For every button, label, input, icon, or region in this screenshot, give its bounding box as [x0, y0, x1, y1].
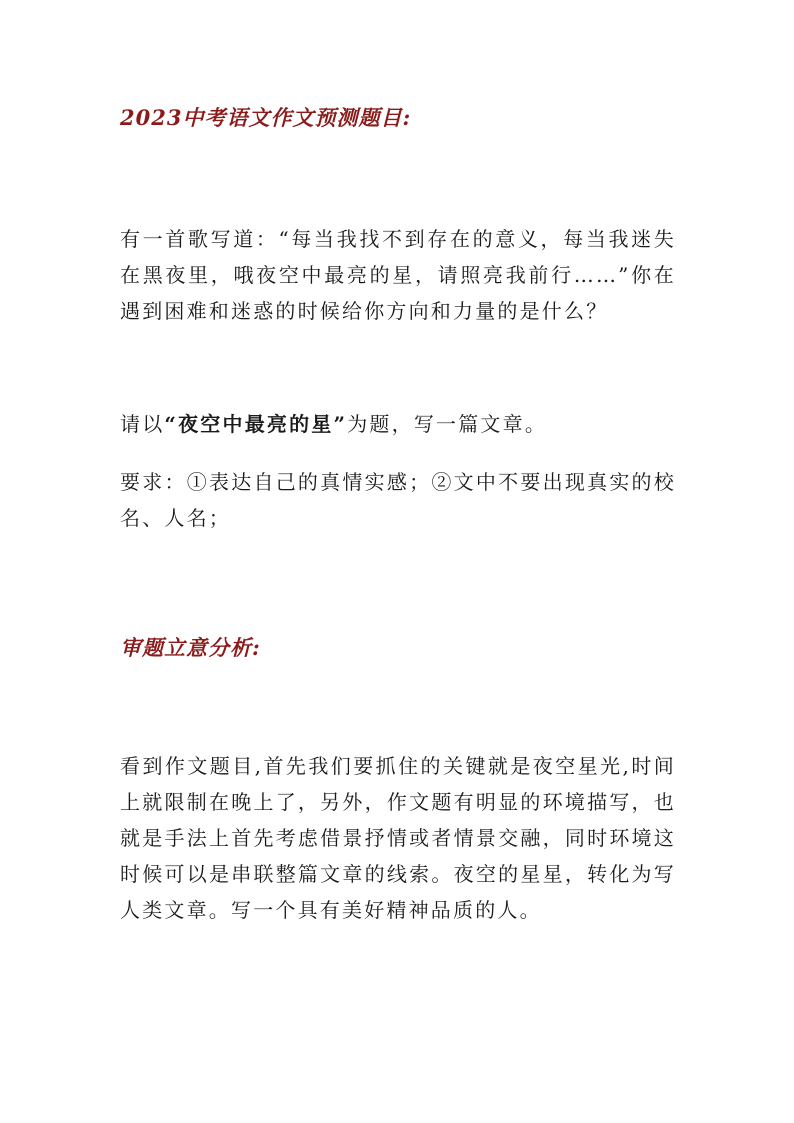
song-intro-paragraph: 有一首歌写道：“每当我找不到存在的意义，每当我迷失在黑夜里，哦夜空中最亮的星，请照亮我前行……”你在遇到困难和迷惑的时候给你方向和力量的是什么？	[120, 227, 676, 323]
essay-title: “夜空中最亮的星”	[164, 412, 348, 436]
task-prefix: 请以	[120, 412, 165, 436]
task-paragraph	[120, 406, 676, 442]
analysis-heading: 审题立意分析:	[120, 635, 261, 660]
task-suffix: 为题，写一篇文章。	[347, 412, 548, 436]
exam-title-heading: 2023中考语文作文预测题目:	[120, 105, 412, 130]
analysis-paragraph: 看到作文题目,首先我们要抓住的关键就是夜空星光,时间上就限制在晚上了，另外，作文题有明显的环境描写，也就是手法上首先考虑借景抒情或者情景交融，同时环境这时候可以是串联整篇文章的线索。夜空的星星，转化为写人类文章。写一个具有美好精神品质的人。	[120, 754, 676, 922]
requirements-paragraph: 要求：①表达自己的真情实感；②文中不要出现真实的校名、人名；	[120, 470, 676, 530]
